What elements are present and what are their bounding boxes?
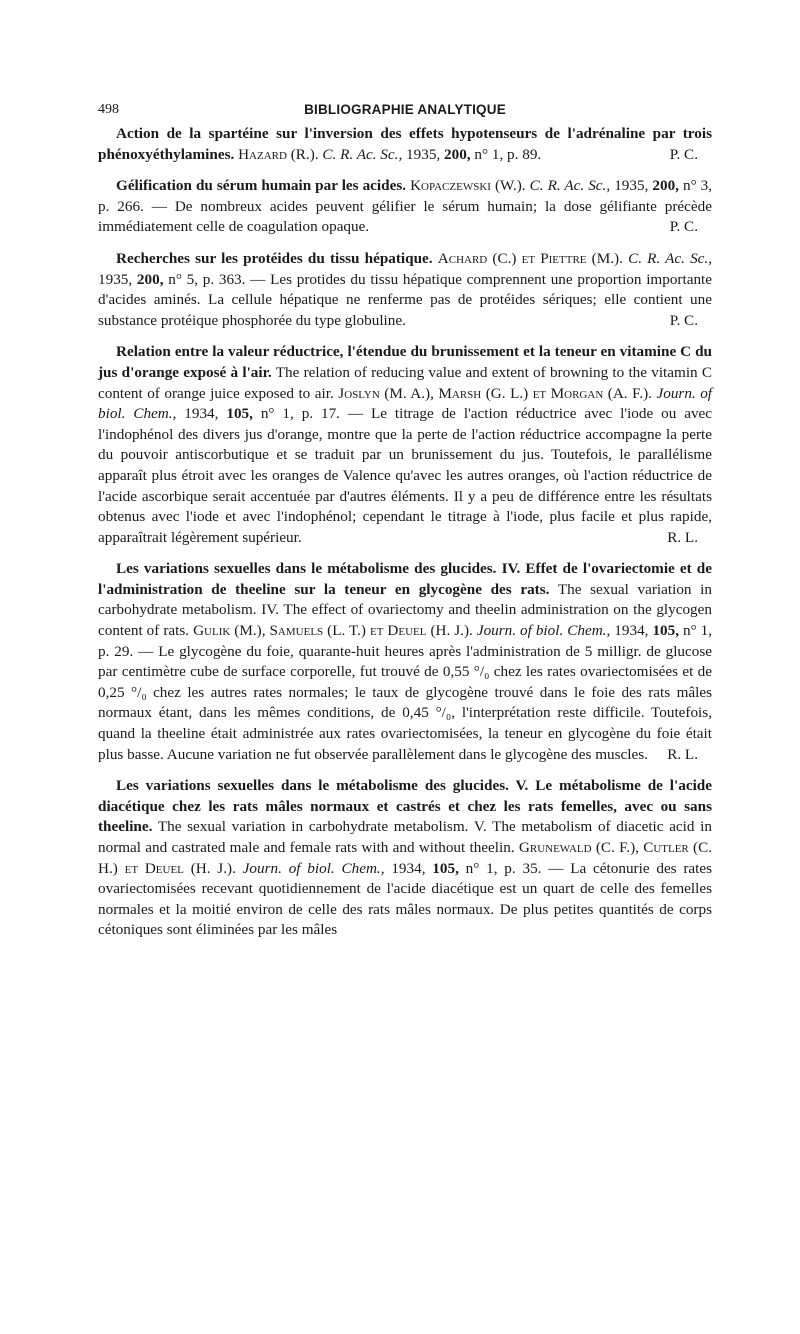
entry-translation: The relation of reducing value and extent of browning to the vitamin C content of orange juice exposed to air. (98, 363, 712, 402)
entry-title: Action de la spartéine sur l'inversion des effets hypotenseurs de l'adrénaline par trois phénoxyéthylamines. (98, 125, 712, 163)
entry-journal: Journ. of biol. Chem., (242, 859, 385, 877)
entry-body: La cétonurie des rates ovariectomisées recevant quotidiennement de l'acide diacétique est un quart de celle des femelles normales et la moitié environ de celle des rats mâles normaux. De plus petites quantités de corps cétoniques sont éliminées par les mâles (98, 859, 713, 939)
bibliography-entry (98, 249, 712, 331)
entry-volume: 105, (226, 405, 253, 423)
entry-signature: P. C. (669, 218, 698, 236)
entry-title: Les variations sexuelles dans le métabolisme des glucides. IV. Effet de l'ovariectomie et de l'administration de theeline sur la teneur en glycogène des rats. (98, 560, 712, 598)
bibliography-entry (98, 559, 712, 765)
entry-journal: C. R. Ac. Sc., (529, 177, 611, 195)
document-page (98, 100, 712, 952)
page-number: 498 (98, 102, 119, 117)
entry-year: 1935, (98, 270, 133, 288)
entry-authors: Kopaczewski (W.). (410, 177, 526, 195)
entry-body: Le titrage de l'action réductrice avec l'iode ou avec l'indophénol des divers jus d'orange, montre que la perte de l'action réductrice accompagne la perte du pouvoir antiscorbutique et se traduit par un brunissement du jus. Toutefois, le parallélisme apparaît plus étroit avec les oranges de Valence qu'avec les autres oranges, où l'action réductrice de l'acide ascorbique serait accentuée par d'autres éléments. Il y a peu de différence entre les résultats obtenus avec l'iode et avec l'indophénol; cependant le titrage à l'iode, plus facile et plus rapide, apparaîtrait légèrement supérieur. (98, 405, 713, 546)
entry-body: De nombreux acides peuvent gélifier le sérum humain; la dose gélifiante précède immédiatement celle de coagulation opaque. (98, 197, 712, 236)
entry-year: 1934, (614, 622, 649, 640)
entry-ref-rest: n° 1, p. 35. — (465, 859, 564, 877)
entry-signature: P. C. (669, 311, 698, 329)
bibliography-entry (98, 176, 712, 238)
entry-volume: 105, (432, 859, 459, 877)
entry-year: 1934, (391, 859, 426, 877)
entry-authors: Achard (C.) et Piettre (M.). (437, 249, 623, 267)
entry-authors: Joslyn (M. A.), Marsh (G. L.) et Morgan (A. F.). (338, 384, 652, 402)
entry-title: Les variations sexuelles dans le métabolisme des glucides. V. Le métabolisme de l'acide diacétique chez les rats mâles normaux et castrés et chez les rats femelles, avec ou sans theeline. (98, 777, 712, 836)
entry-ref-rest: n° 1, p. 29. — (98, 622, 713, 660)
entry-year: 1935, (614, 177, 649, 195)
entry-signature: R. L. (667, 528, 698, 546)
entry-body: Les protides du tissu hépatique comprennent une proportion importante d'acides aminés. La cellule hépatique ne renferme pas de protéides sériques; elle contient une substance protéique phosphorée du type globuline. (98, 270, 712, 329)
entry-journal: Journ. of biol. Chem., (476, 622, 611, 640)
entry-ref-rest: n° 5, p. 363. — (168, 270, 266, 288)
bibliography-entry (98, 124, 712, 165)
entry-authors: Hazard (R.). (238, 145, 319, 163)
entry-year: 1934, (184, 405, 219, 423)
entry-ref-rest: n° 1, p. 17. — (260, 405, 364, 423)
entry-translation: The sexual variation in carbohydrate metabolism. V. The metabolism of diacetic acid in normal and castrated male and female rats with and without theelin. (98, 818, 712, 856)
entry-year: 1935, (406, 145, 441, 163)
bibliography-entry (98, 776, 712, 941)
bibliography-entry (98, 342, 712, 548)
entry-volume: 105, (652, 622, 680, 640)
entry-ref-rest: n° 1, p. 89. (474, 145, 542, 163)
page-header (98, 100, 712, 122)
entry-volume: 200, (652, 177, 679, 195)
entry-volume: 200, (136, 270, 164, 288)
entry-volume: 200, (444, 145, 471, 163)
entry-journal: Journ. of biol. Chem., (98, 384, 713, 423)
running-head: BIBLIOGRAPHIE ANALYTIQUE (304, 102, 506, 117)
entry-title: Recherches sur les protéides du tissu hépatique. (116, 249, 433, 267)
entry-signature: R. L. (667, 745, 698, 763)
entry-signature: P. C. (669, 145, 698, 163)
entry-authors: Gulik (M.), Samuels (L. T.) et Deuel (H. J.). (193, 622, 473, 640)
entry-title: Relation entre la valeur réductrice, l'étendue du brunissement et la teneur en vitamine C du jus d'orange exposé à l'air. (98, 343, 712, 381)
entry-ref-rest: n° 3, p. 266. — (98, 177, 713, 215)
entry-body: Le glycogène du foie, quarante-huit heures après l'administration de 5 milligr. de glucose par centimètre cube de surface corporelle, fut trouvé de 0,55 °/₀ chez les rates ovariectomisées et de 0,25 °/₀ chez les autres rates normales; le taux de glycogène trouvé dans le foie des rats mâles normaux étant, dans les mêmes conditions, de 0,45 °/₀, l'interprétation reste difficile. Toutefois, quand la theeline était administrée aux rates ovariectomisées, la teneur en glycogène du foie était plus basse. Aucune variation ne fut observée parallèlement dans le glycogène des muscles. (98, 642, 712, 763)
entry-authors: Grunewald (C. F.), Cutler (C. H.) et Deuel (H. J.). (98, 839, 713, 877)
entry-translation: The sexual variation in carbohydrate metabolism. IV. The effect of ovariectomy and theelin administration on the glycogen content of rats. (98, 580, 712, 640)
entry-journal: C. R. Ac. Sc., (628, 249, 713, 267)
entry-journal: C. R. Ac. Sc., (322, 145, 403, 163)
entry-title: Gélification du sérum humain par les acides. (116, 177, 407, 195)
